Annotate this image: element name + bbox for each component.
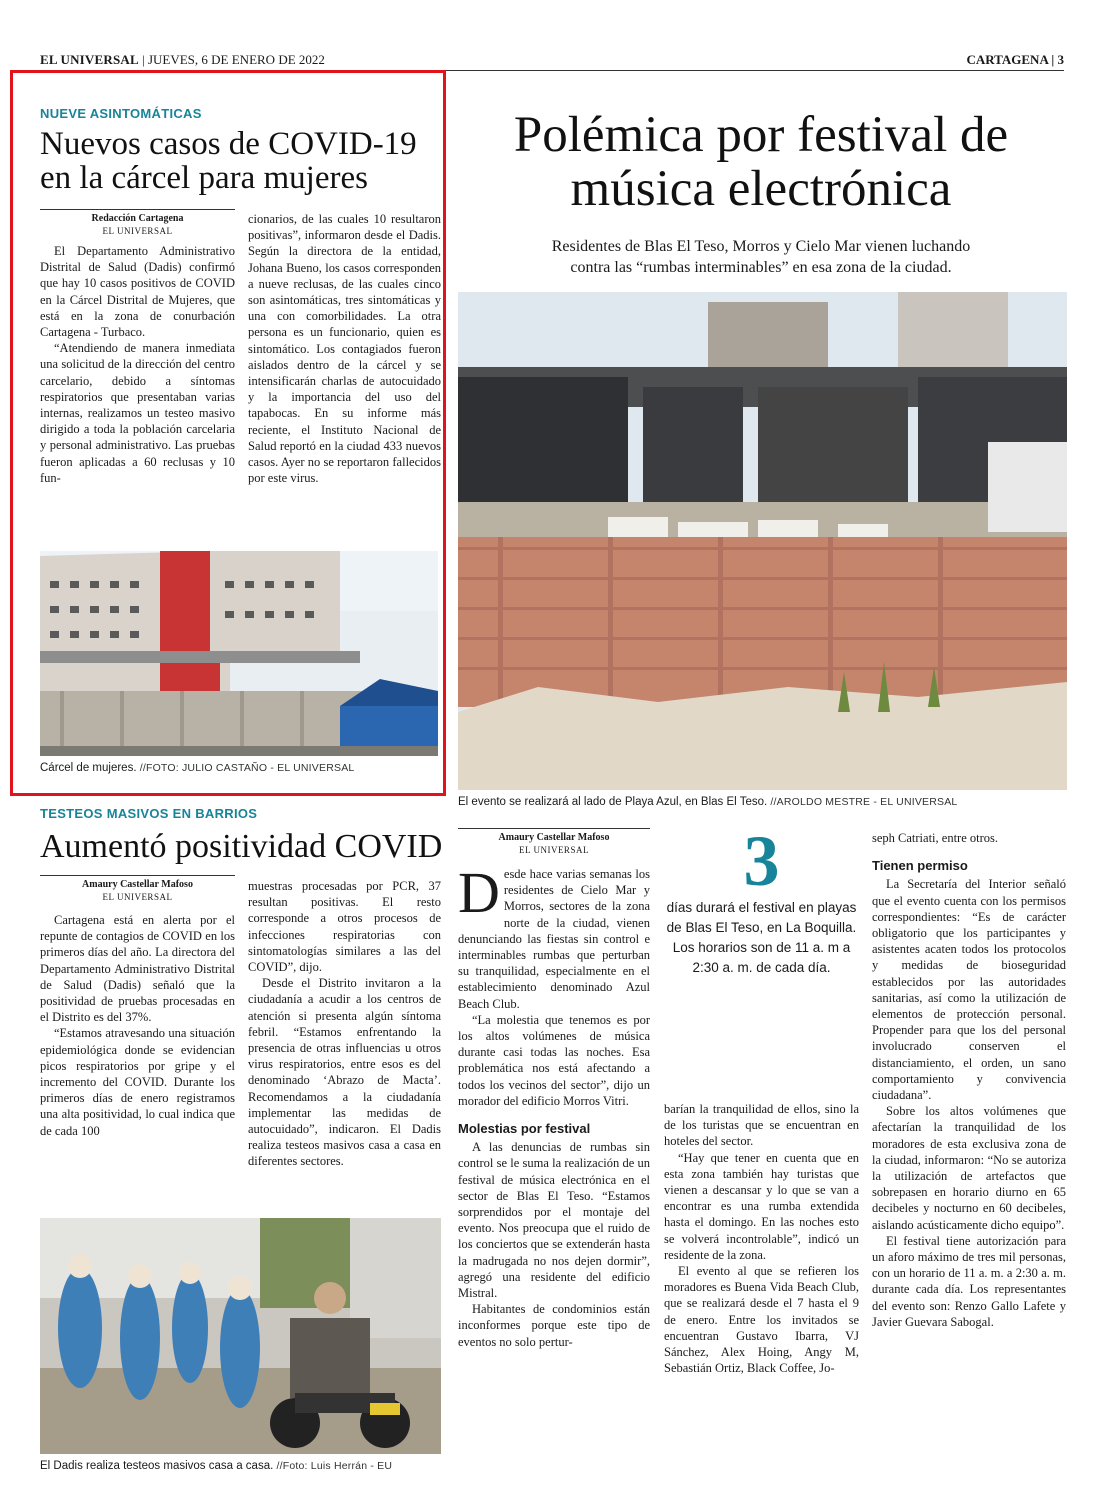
story3-paragraph: “Estamos atravesando una situación epidemiológica donde se evidencian picos respiratorios por gripe y el incremento del COVID. Durante los primeros días de enero registramos una alta positividad, lo cual indica que de cada 100	[40, 1026, 235, 1138]
story2-deck-line2: contra las “rumbas interminables” en esa zona de la ciudad.	[570, 259, 952, 276]
story2-paragraph: esde hace varias semanas los residentes de Cielo Mar y Morros, sectores de la zona norte de la ciudad, vienen denunciando las fiestas sin control e interminables rumbas que perturban su tranquilidad, especialmente en el establecimiento denominado Azul Beach Club.	[458, 867, 650, 1011]
story1-caption-text: Cárcel de mujeres.	[40, 762, 137, 774]
fact-box	[664, 821, 859, 978]
story2-subhead-molestias: Molestias por festival	[458, 1121, 591, 1137]
story1-headline-line2: en la cárcel para mujeres	[40, 159, 368, 196]
story3-paragraph: Desde el Distrito invitaron a la ciudadanía a acudir a los centros de atención si presenta algún síntoma febril. “Estamos enfrentando la presencia de otras influencias u otros virus respiratorios, entre esos es del denominado ‘Abrazo de Macta’. Recomendamos a la ciudadanía implementar las medidas de autocuidado”, indicaron. El Dadis realiza testeos masivos casa a casa en diferentes sectores.	[248, 976, 441, 1169]
story1-caption	[40, 762, 440, 774]
story2-column-1	[458, 860, 650, 1350]
prison-photo-image	[40, 551, 438, 756]
section-name: CARTAGENA	[966, 52, 1049, 67]
story3-column-2	[248, 878, 441, 1170]
story1-column-1	[40, 243, 235, 486]
story3-byline	[40, 879, 235, 904]
story2-dropcap: D	[458, 860, 500, 925]
story1-byline-author: Redacción Cartagena	[91, 213, 184, 224]
story1-byline-rule	[40, 209, 235, 210]
festival-photo	[458, 292, 1067, 790]
prison-photo	[40, 551, 438, 756]
story2-column-3	[872, 830, 1066, 1330]
story3-paragraph: muestras procesadas por PCR, 37 resultan positivas. El resto corresponde a otros procesos de infecciones respiratorias con sintomatologías similares a las del COVID”, dijo.	[248, 879, 441, 975]
fact-text-line: Los horarios son de 11 a. m a	[672, 940, 851, 955]
fact-text	[664, 898, 859, 978]
story1-headline	[40, 128, 440, 195]
story2-paragraph: El evento al que se refieren los moradores es Buena Vida Beach Club, que se realizará desde el 7 hasta el 9 de enero. Entre los invitados se encuentran Gustavo Ibarra, VJ Sánchez, Alex Hoing, Angy M, Sebastián Ortiz, Black Coffee, Jo-	[664, 1264, 859, 1376]
story3-photo-credit: //Foto: Luis Herrán - EU	[276, 1460, 393, 1472]
story1-headline-line1: Nuevos casos de COVID-19	[40, 126, 417, 162]
story1-paragraph: El Departamento Administrativo Distrital de Salud (Dadis) confirmó que hay 10 casos positivos de COVID en la Cárcel Distrital de Mujeres, que está en la zona de conurbación Cartagena - Turbaco.	[40, 244, 235, 340]
story3-byline-author: Amaury Castellar Mafoso	[82, 879, 193, 890]
fact-number: 3	[743, 821, 780, 901]
story2-deck	[455, 236, 1067, 278]
story2-paragraph: barían la tranquilidad de ellos, sino la de los turistas que se encuentran en hoteles del sector.	[664, 1102, 859, 1149]
story2-caption-text: El evento se realizará al lado de Playa Azul, en Blas El Teso.	[458, 796, 768, 808]
story2-byline-org: EL UNIVERSAL	[519, 845, 589, 855]
fact-text-line: 2:30 a. m. de cada día.	[692, 960, 831, 975]
story2-paragraph: “Hay que tener en cuenta que en esta zona también hay turistas que vienen a descansar y lo que se van a encontrar es una rumba extendida hasta el domingo. En las noches esto se volverá incontrolable”, indicó un residente de la zona.	[664, 1150, 859, 1262]
story3-byline-org: EL UNIVERSAL	[102, 892, 173, 902]
story1-paragraph: cionarios, de las cuales 10 resultaron positivas”, informaron desde el Dadis. Según la directora de la entidad, Johana Bueno, los casos corresponden a nueve reclusas, de las cuales cinco son asintomáticas, tres sintomáticas y una con comorbilidades. La otra persona es un funcionario, quien es sintomático. Los contagiados fueron aislados dentro de la cárcel y se intensificarán charlas de autocuidado y la importancia del uso del tapabocas. En su informe más reciente, el Instituto Nacional de Salud reportó en la ciudad 433 nuevos casos. Ayer no se reportaron fallecidos por este virus.	[248, 212, 441, 486]
story2-byline-author: Amaury Castellar Mafoso	[498, 832, 610, 843]
story2-paragraph: “La molestia que tenemos es por los altos volúmenes de música durante casi todas las noches. Esa problemática nos está afectando a todos los vecinos del sector”, dijo un morador del edificio Morros Vitri.	[458, 1012, 650, 1108]
testing-photo-image	[40, 1218, 441, 1454]
story3-caption-text: El Dadis realiza testeos masivos casa a casa.	[40, 1460, 274, 1472]
story1-column-2	[248, 211, 441, 486]
story3-caption	[40, 1460, 445, 1472]
story3-byline-rule	[40, 875, 235, 876]
story2-byline-rule	[458, 828, 650, 829]
story2-headline-line1: Polémica por festival de	[513, 107, 1009, 163]
story2-paragraph: La Secretaría del Interior señaló que el evento cuenta con los permisos correspondientes: “Es de carácter obligatorio que los participantes y asistentes acaten todos los protocolos y medidas de bioseguridad establecidos por las autoridades sanitarias, así como la utilización de elementos de protección personal. Propender para que los del personal involucrado conserven el distanciamiento, el orden, un sano comportamiento y convivencia ciudadana”.	[872, 877, 1066, 1103]
story1-paragraph: “Atendiendo de manera inmediata una solicitud de la dirección del centro carcelario, debido a síntomas respiratorios que presentaban varias internas, realizamos un testeo masivo dirigido a toda la población carcelaria y personal administrativo. Las pruebas fueron aplicadas a 60 reclusas y 10 fun-	[40, 341, 235, 485]
newspaper-name: EL UNIVERSAL	[40, 52, 139, 67]
page-header-left: EL UNIVERSAL | JUEVES, 6 DE ENERO DE 2022	[40, 52, 325, 67]
page-header-right: CARTAGENA | 3	[966, 52, 1064, 67]
fact-text-line: de Blas El Teso, en La Boquilla.	[666, 920, 857, 935]
story1-kicker: NUEVE ASINTOMÁTICAS	[40, 106, 202, 121]
story3-kicker: TESTEOS MASIVOS EN BARRIOS	[40, 806, 258, 821]
story3-paragraph: Cartagena está en alerta por el repunte de contagios de COVID en los primeros días del año. La directora del Departamento Administrativo Distrital de Salud (Dadis) señaló que la positividad de pruebas procesadas en el Distrito es del 37%.	[40, 913, 235, 1025]
story3-column-1	[40, 912, 235, 1139]
story2-byline	[458, 832, 650, 857]
story2-column-2	[664, 1101, 859, 1376]
story2-paragraph: A las denuncias de rumbas sin control se le suma la realización de un festival de música electrónica en el sector de Blas El Teso. “Estamos sorprendidos por el montaje del evento. Nos preocupa que el ruido de los conciertos que se extenderán hasta la madrugada no nos dejen dormir”, agregó una residente del edificio Mistral.	[458, 1140, 650, 1301]
story2-paragraph: El festival tiene autorización para un aforo máximo de tres mil personas, con un horario de 11 a. m. a 2:30 a. m. durante cada día. Los representantes del evento son: Renzo Gallo Lafete y Javier Guevara Sabogal.	[872, 1233, 1066, 1329]
story2-headline	[455, 108, 1067, 216]
story2-subhead-permiso: Tienen permiso	[872, 858, 968, 874]
story2-headline-line2: música electrónica	[570, 161, 952, 217]
story1-byline-org: EL UNIVERSAL	[102, 226, 173, 236]
story2-paragraph: Habitantes de condominios están inconformes porque este tipo de eventos no solo pertur-	[458, 1302, 650, 1349]
page-number: 3	[1057, 52, 1064, 67]
story2-deck-line1: Residentes de Blas El Teso, Morros y Cielo Mar vienen luchando	[551, 238, 971, 255]
story2-caption	[458, 796, 1070, 808]
story2-paragraph: Sobre los altos volúmenes que afectarían la tranquilidad de los moradores de esta exclusiva zona de la ciudad, informaron: “No se autoriza la utilización de artefactos que sobrepasen en horario diurno en 65 decibeles y nocturno en 60 decibeles, aislando acústicamente dicho equipo”.	[872, 1104, 1066, 1232]
festival-photo-image	[458, 292, 1067, 790]
story1-byline	[40, 213, 235, 238]
story1-photo-credit: //FOTO: JULIO CASTAÑO - EL UNIVERSAL	[139, 762, 355, 774]
issue-date: JUEVES, 6 DE ENERO DE 2022	[147, 52, 325, 67]
story2-photo-credit: //AROLDO MESTRE - EL UNIVERSAL	[770, 796, 958, 808]
story2-paragraph: seph Catriati, entre otros.	[872, 831, 999, 845]
fact-text-line: días durará el festival en playas	[666, 900, 857, 915]
testing-photo	[40, 1218, 441, 1454]
story3-headline: Aumentó positividad COVID	[40, 828, 443, 865]
